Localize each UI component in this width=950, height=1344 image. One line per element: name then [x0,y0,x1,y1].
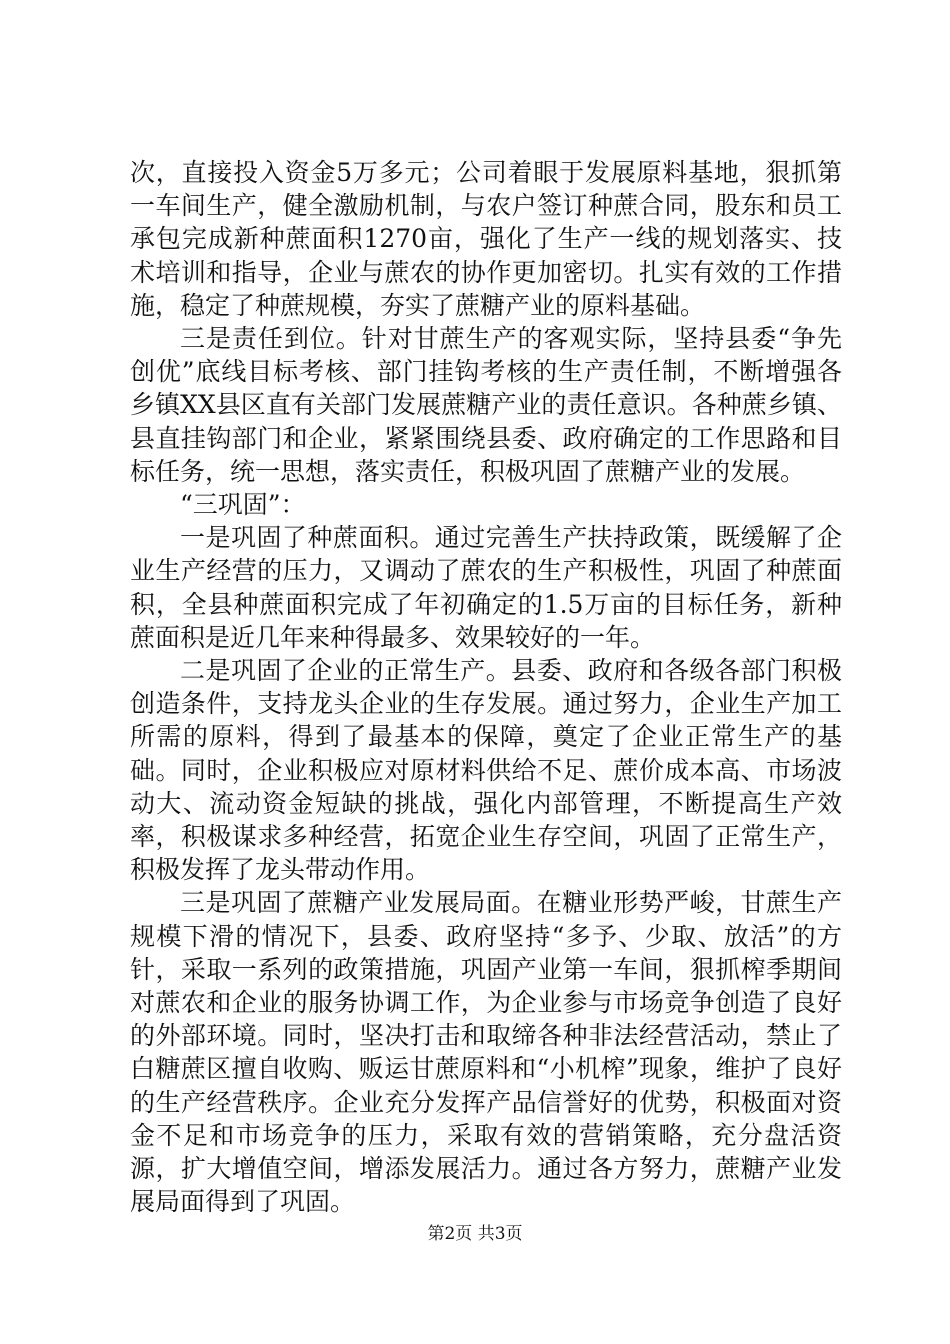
document-body [130,156,842,1219]
paragraph-2: 三是责任到位。针对甘蔗生产的客观实际，坚持县委“争先创优”底线目标考核、部门挂钩考核的生产责任制，不断增强各乡镇XX县区直有关部门发展蔗糖产业的责任意识。各种蔗乡镇、县直挂钩部门和企业，紧紧围绕县委、政府确定的工作思路和目标任务，统一思想，落实责任，积极巩固了蔗糖产业的发展。 [130,324,842,486]
paragraph-4: 一是巩固了种蔗面积。通过完善生产扶持政策，既缓解了企业生产经营的压力，又调动了蔗农的生产积极性，巩固了种蔗面积，全县种蔗面积完成了年初确定的1.5万亩的目标任务，新种蔗面积是近几年来种得最多、效果较好的一年。 [130,523,842,652]
paragraph-6: 三是巩固了蔗糖产业发展局面。在糖业形势严峻，甘蔗生产规模下滑的情况下，县委、政府坚持“多予、少取、放活”的方针，采取一系列的政策措施，巩固产业第一车间，狠抓榨季期间对蔗农和企业的服务协调工作，为企业参与市场竞争创造了良好的外部环境。同时，坚决打击和取缔各种非法经营活动，禁止了白糖蔗区擅自收购、贩运甘蔗原料和“小机榨”现象，维护了良好的生产经营秩序。企业充分发挥产品信誉好的优势，积极面对资金不足和市场竞争的压力，采取有效的营销策略，充分盘活资源，扩大增值空间，增添发展活力。通过各方努力，蔗糖产业发展局面得到了巩固。 [130,888,842,1217]
page-footer: 第2页 共3页 [427,1224,523,1244]
paragraph-1: 次，直接投入资金5万多元；公司着眼于发展原料基地，狠抓第一车间生产，健全激励机制，与农户签订种蔗合同，股东和员工承包完成新种蔗面积1270亩，强化了生产一线的规划落实、技术培训和指导，企业与蔗农的协作更加密切。扎实有效的工作措施，稳定了种蔗规模，夯实了蔗糖产业的原料基础。 [130,158,842,320]
section-heading-three-consolidations: “三巩固”： [180,490,306,520]
paragraph-5: 二是巩固了企业的正常生产。县委、政府和各级各部门积极创造条件，支持龙头企业的生存发展。通过努力，企业生产加工所需的原料，得到了最基本的保障，奠定了企业正常生产的基础。同时，企业积极应对原材料供给不足、蔗价成本高、市场波动大、流动资金短缺的挑战，强化内部管理，不断提高生产效率，积极谋求多种经营，拓宽企业生存空间，巩固了正常生产，积极发挥了龙头带动作用。 [130,656,842,885]
